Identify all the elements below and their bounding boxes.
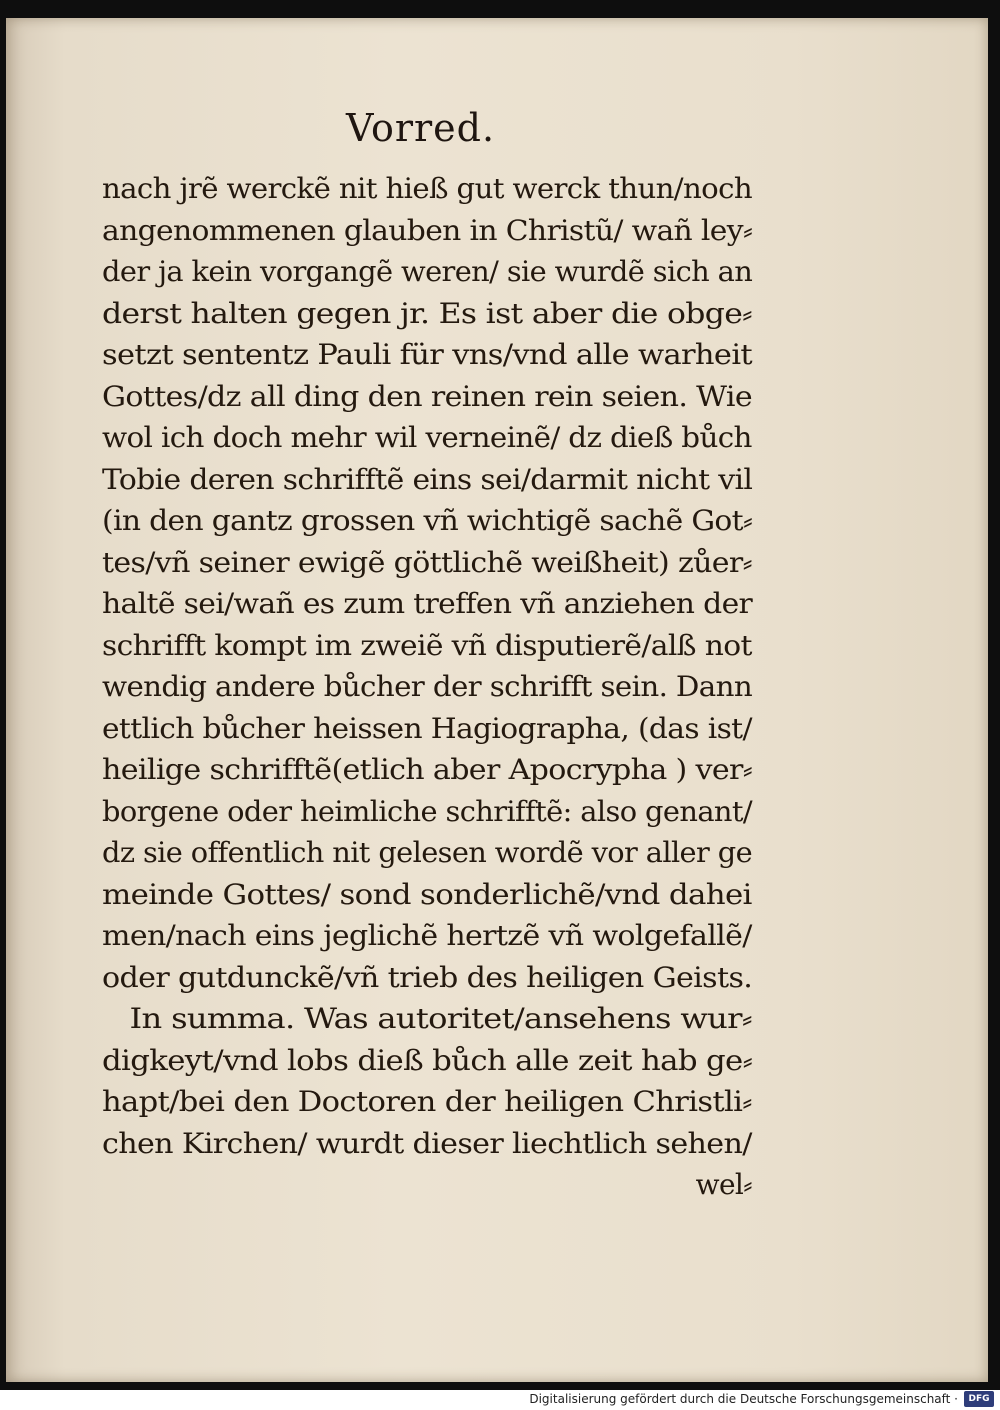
funding-credit: Digitalisierung gefördert durch die Deutsche Forschungsgemeinschaft · (529, 1392, 958, 1406)
text-line-10: tes/vñ seiner ewigẽ göttlichẽ weißheit) zůer⸗ (102, 545, 752, 579)
page-text (102, 168, 752, 1206)
text-line-24: chen Kirchen/ wurdt dieser liechtlich sehen/ (102, 1126, 752, 1160)
page-header: Vorred. (346, 106, 496, 150)
text-line-11: haltẽ sei/wañ es zum treffen vñ anziehen der (102, 587, 753, 620)
text-line-7: wol ich doch mehr wil verneinẽ/ dz dieß bůch (102, 421, 752, 454)
text-line-1: nach jrẽ werckẽ nit hieß gut werck thun/noch (102, 172, 752, 205)
text-line-8: Tobie deren schrifftẽ eins sei/darmit nicht vil (102, 462, 753, 496)
text-line-13: wendig andere bůcher der schrifft sein. Dann (102, 670, 753, 703)
text-line-12: schrifft kompt im zweiẽ vñ disputierẽ/alß not (102, 628, 752, 662)
text-line-23: hapt/bei den Doctoren der heiligen Christli⸗ (102, 1085, 752, 1118)
text-line-15: heilige schrifftẽ(etlich aber Apocrypha ) ver⸗ (102, 753, 753, 786)
text-line-20: oder gutdunckẽ/vñ trieb des heiligen Geists. (102, 960, 753, 994)
text-line-18: meinde Gottes/ sond sonderlichẽ/vnd dahei (102, 877, 752, 911)
text-line-4: derst halten gegen jr. Es ist aber die obge⸗ (102, 296, 752, 330)
text-line-19: men/nach eins jeglichẽ hertzẽ vñ wolgefallẽ/ (102, 919, 752, 952)
text-line-16: borgene oder heimliche schrifftẽ: also genant/ (102, 794, 752, 828)
text-line-9: (in den gantz grossen vñ wichtigẽ sachẽ Got⸗ (102, 504, 753, 537)
dfg-logo: DFG (964, 1391, 994, 1407)
text-line-2: angenommenen glauben in Christũ/ wañ ley⸗ (102, 213, 753, 247)
text-line-3: der ja kein vorgangẽ weren/ sie wurdẽ sich an (102, 255, 753, 288)
text-line-21: In summa. Was autoritet/ansehens wur⸗ (129, 1002, 752, 1035)
book-page (6, 18, 988, 1382)
text-line-5: setzt sententz Pauli für vns/vnd alle warheit (102, 338, 753, 371)
catchword: wel⸗ (695, 1168, 752, 1201)
text-line-22: digkeyt/vnd lobs dieß bůch alle zeit hab ge⸗ (102, 1043, 753, 1077)
text-line-14: ettlich bůcher heissen Hagiographa, (das ist/ (102, 711, 752, 745)
text-line-17: dz sie offentlich nit gelesen wordẽ vor aller ge (102, 836, 753, 869)
text-line-6: Gottes/dz all ding den reinen rein seien. Wie (102, 379, 752, 413)
